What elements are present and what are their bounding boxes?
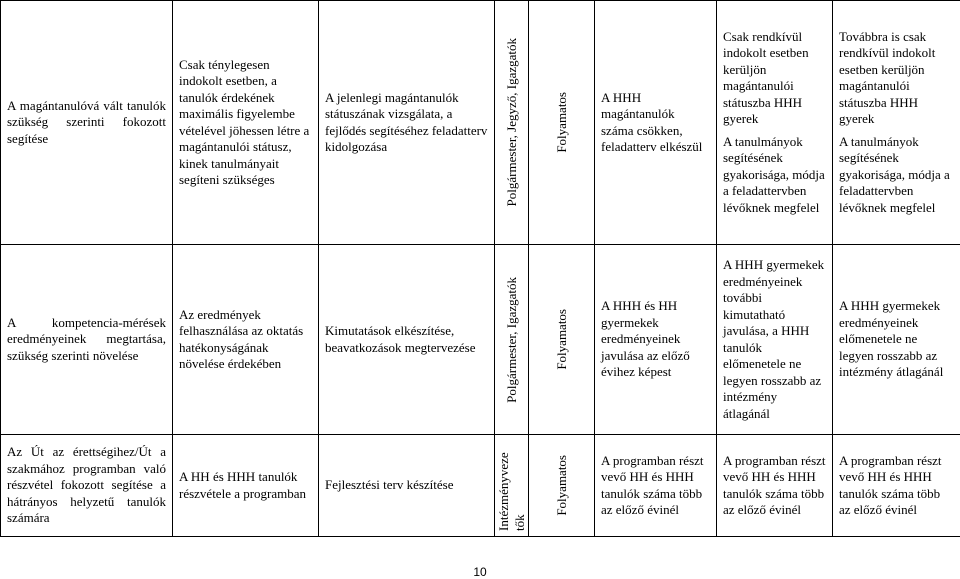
short-term-cell: A HHH és HH gyermekek eredményeinek javulása az előző évihez képest [595,245,717,435]
responsible-text: Polgármester, Jegyző, Igazgatók [503,38,519,207]
responsible-text: Polgármester, Igazgatók [503,276,519,403]
short-term-cell: A HHH magántanulók száma csökken, feladatterv elkészül [595,1,717,245]
responsible-cell [495,1,529,245]
deadline-text: Folyamatos [553,309,569,370]
goal-cell: A magántanulóvá vált tanulók szükség szerinti fokozott segítése [1,1,173,245]
mid-term-cell [717,1,833,245]
long-term-cell: A programban részt vevő HH és HHH tanulók száma több az előző évinél [833,435,960,537]
deadline-text: Folyamatos [553,92,569,153]
table-row [1,435,960,537]
deadline-cell [529,435,595,537]
long-term-paragraph: Továbbra is csak rendkívül indokolt esetben kerüljön magántanulói státuszba HHH gyerek [839,28,936,127]
page-number: 10 [473,565,487,579]
long-term-cell: A HHH gyermekek eredményeinek előmenetele ne legyen rosszabb az intézmény átlagánál [833,245,960,435]
table-row [1,245,960,435]
deadline-text: Folyamatos [553,455,569,516]
responsible-cell [495,435,529,537]
responsible-text: Intézményveze tők [495,451,527,531]
mid-term-cell: A programban részt vevő HH és HHH tanulók száma több az előző évinél [717,435,833,537]
short-term-cell: A programban részt vevő HH és HHH tanulók száma több az előző évinél [595,435,717,537]
mid-term-paragraph: A tanulmányok segítésének gyakorisága, módja a feladattervben lévőknek megfelel [723,133,825,215]
reason-cell: Csak ténylegesen indokolt esetben, a tanulók érdekének maximális figyelembe vételével jöhessen létre a magántanulói státusz, kinek tanulmányait segíteni szükséges [173,1,319,245]
long-term-paragraph: A tanulmányok segítésének gyakorisága, módja a feladattervben lévőknek megfelel [839,133,950,215]
reason-cell: A HH és HHH tanulók részvétele a programban [173,435,319,537]
mid-term-cell: A HHH gyermekek eredményeinek további kimutatható javulása, a HHH tanulók előmenetele ne legyen rosszabb az intézmény átlagánál [717,245,833,435]
table-row [1,1,960,245]
deadline-cell [529,245,595,435]
task-cell: Fejlesztési terv készítése [319,435,495,537]
reason-cell: Az eredmények felhasználása az oktatás hatékonyságának növelése érdekében [173,245,319,435]
long-term-cell [833,1,960,245]
mid-term-paragraph: Csak rendkívül indokolt esetben kerüljön magántanulói státuszba HHH gyerek [723,28,809,127]
task-cell: Kimutatások elkészítése, beavatkozások megtervezése [319,245,495,435]
task-cell: A jelenlegi magántanulók státuszának vizsgálata, a fejlődés segítéséhez feladatterv kidolgozása [319,1,495,245]
goal-cell: Az Út az érettségihez/Út a szakmához programban való részvétel fokozott segítése a hátrányos helyzetű tanulók számára [1,435,173,537]
goal-cell: A kompetencia-mérések eredményeinek megtartása, szükség szerinti növelése [1,245,173,435]
responsible-cell [495,245,529,435]
deadline-cell [529,1,595,245]
